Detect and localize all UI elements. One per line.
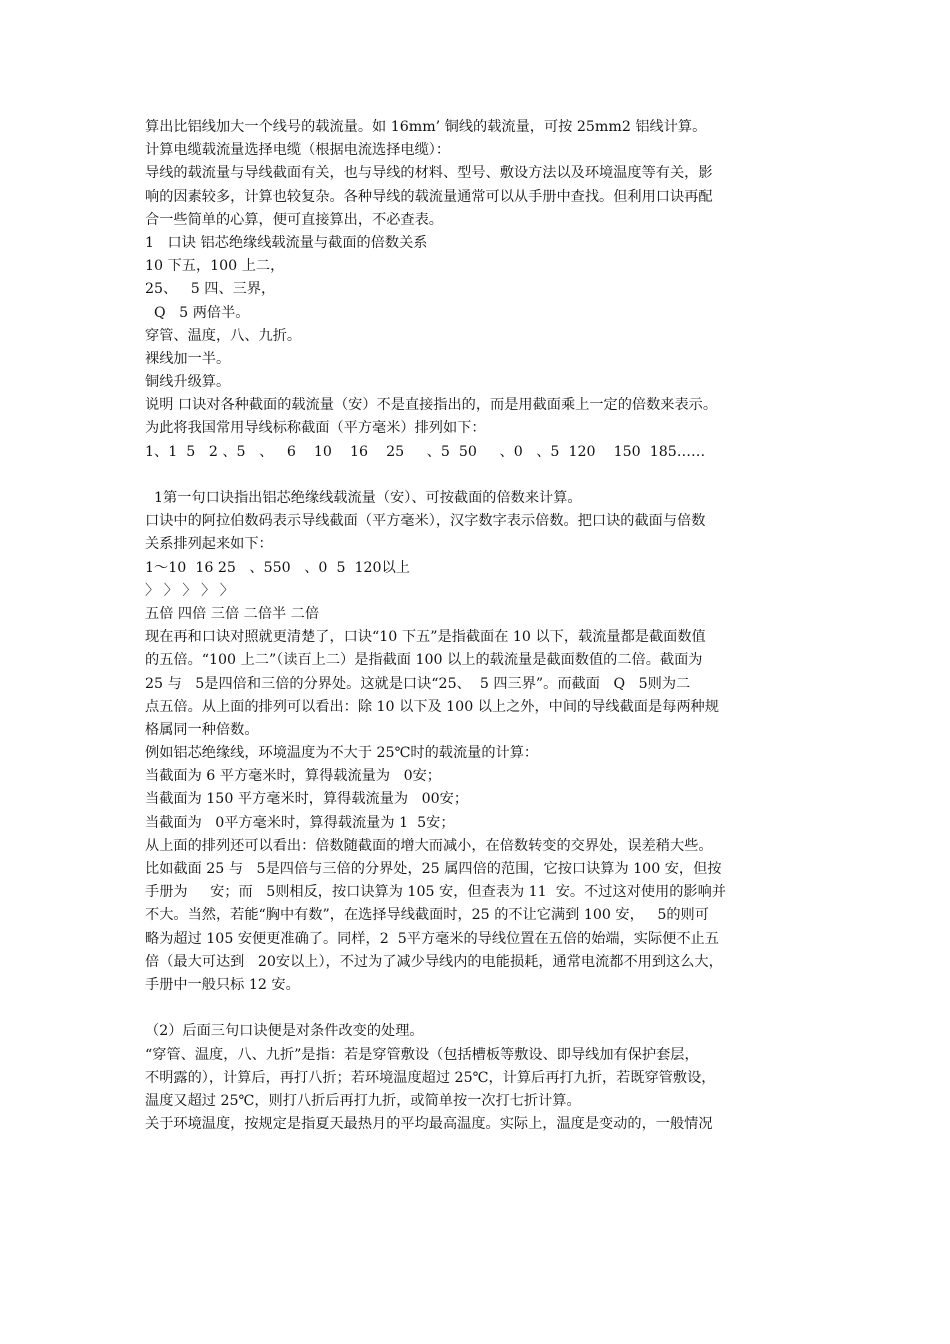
text-line: 1～10 16 25 、550 、0 5 120以上 [145,559,410,576]
text-line: 手册中一般只标 12 安。 [145,976,300,993]
text-line: 五倍 四倍 三倍 二倍半 二倍 [145,605,320,622]
text-line: 不明露的），计算后，再打八折；若环境温度超过 25℃，计算后再打九折，若既穿管敷设， [145,1069,716,1086]
text-line: 为此将我国常用导线标称截面（平方毫米）排列如下： [145,420,486,437]
text-line: 1、1 5 2 、5 、 6 10 16 25 、5 50 、0 、5 120 150 185…… [145,443,706,460]
text-line: Q 5 两倍半。 [145,304,250,321]
text-line: 25 与 5是四倍和三倍的分界处。这就是口诀“25、 5 四三界”。而截面 Q 5则为二 [145,675,691,692]
text-line: 合一些简单的心算，便可直接算出，不必查表。 [145,211,443,228]
text-line: 关系排列起来如下： [145,536,273,553]
text-line: 裸线加一半。 [145,350,231,367]
text-line: 当截面为 0平方毫米时，算得载流量为 1 5安； [145,814,455,831]
text-line: 关于环境温度，按规定是指夏天最热月的平均最高温度。实际上，温度是变动的，一般情况 [145,1116,713,1133]
text-line: 当截面为 150 平方毫米时，算得载流量为 00安； [145,791,469,808]
text-line: （2）后面三句口诀便是对条件改变的处理。 [145,1023,424,1040]
text-line: 导线的载流量与导线截面有关，也与导线的材料、型号、敷设方法以及环境温度等有关，影 [145,165,713,182]
text-line: 〉 〉 〉 〉 〉 [145,582,234,599]
text-line: 从上面的排列还可以看出：倍数随截面的增大而减小，在倍数转变的交界处，误差稍大些。 [145,837,713,854]
text-line: 算出比铝线加大一个线号的载流量。如 16mm’ 铜线的载流量，可按 25mm2 铝线计算。 [145,119,707,135]
text-line: 计算电缆载流量选择电缆（根据电流选择电缆）： [145,142,451,159]
text-line: 温度又超过 25℃，则打八折后再打九折，或简单按一次打七折计算。 [145,1092,581,1109]
text-line: 比如截面 25 与 5是四倍与三倍的分界处，25 属四倍的范围，它按口诀算为 100 安，但按 [145,861,722,877]
document-page [145,116,817,1136]
text-line: 格属同一种倍数。 [145,721,259,738]
text-line: 现在再和口诀对照就更清楚了，口诀“10 下五”是指截面在 10 以下，载流量都是截面数值 [145,629,706,646]
text-line: 的五倍。“100 上二”（读百上二）是指截面 100 以上的载流量是截面数值的二倍。截面为 [145,652,703,669]
text-line: 略为超过 105 安便更准确了。同样，2 5平方毫米的导线位置在五倍的始端，实际便不止五 [145,930,719,947]
paragraph-gap [145,997,817,1020]
paragraph-gap [145,464,817,487]
text-line: 铜线升级算。 [145,374,231,391]
text-line: 口诀中的阿拉伯数码表示导线截面（平方毫米），汉字数字表示倍数。把口诀的截面与倍数 [145,513,706,530]
text-line: 点五倍。从上面的排列可以看出：除 10 以下及 100 以上之外，中间的导线截面是每两种规 [145,698,719,715]
text-line: 手册为 安；而 5则相反，按口诀算为 105 安，但查表为 11 安。不过这对使用的影响并 [145,884,726,901]
text-line: 当截面为 6 平方毫米时，算得载流量为 0安； [145,768,441,785]
text-line: 1第一句口诀指出铝芯绝缘线载流量（安）、可按截面的倍数来计算。 [145,490,582,506]
text-line: “穿管、温度，八、九折”是指：若是穿管敷设（包括槽板等敷设、即导线加有保护套层， [145,1046,699,1063]
text-line: 不大。当然，若能“胸中有数”，在选择导线截面时，25 的不让它满到 100 安， 5的则可 [145,907,709,924]
text-line: 说明 口诀对各种截面的载流量（安）不是直接指出的，而是用截面乘上一定的倍数来表示。 [145,397,718,414]
text-line: 1 口诀 铝芯绝缘线载流量与截面的倍数关系 [145,234,428,251]
text-line: 25、 5 四、三界， [145,281,276,298]
text-line: 穿管、温度，八、九折。 [145,327,302,344]
text-line: 例如铝芯绝缘线，环境温度为不大于 25℃时的载流量的计算： [145,745,539,762]
text-line: 10 下五，100 上二， [145,258,285,275]
text-line: 倍（最大可达到 20安以上），不过为了减少导线内的电能损耗，通常电流都不用到这么大， [145,953,723,970]
text-line: 响的因素较多，计算也较复杂。各种导线的载流量通常可以从手册中查找。但利用口诀再配 [145,188,713,205]
